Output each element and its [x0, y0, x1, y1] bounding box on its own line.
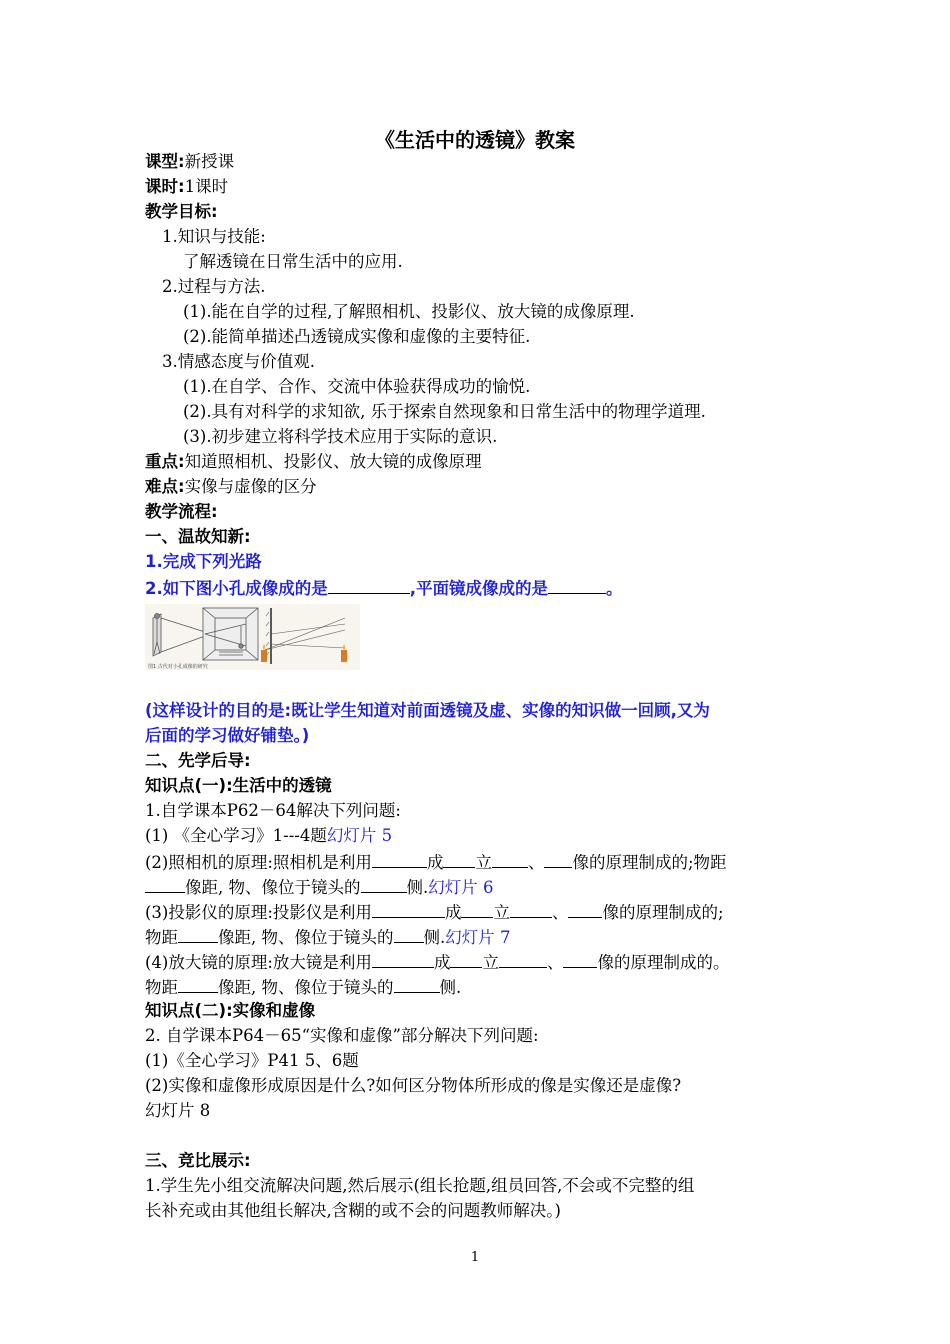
k2-q2: (2)实像和虚像形成原因是什么?如何区分物体所形成的像是实像还是虚像? [145, 1076, 682, 1095]
key-point: 重点:知道照相机、投影仪、放大镜的成像原理 [145, 452, 482, 471]
knowledge-point-2-heading: 知识点(二):实像和虚像 [145, 1001, 316, 1020]
k1-q1: (1) 《全心学习》1---4题幻灯片 5 [145, 826, 393, 845]
k1-q2-cont: 像距, 物、像位于镜头的 侧.幻灯片 6 [145, 874, 494, 900]
flow-heading: 教学流程: [145, 502, 218, 521]
section2-heading: 二、先学后导: [145, 751, 251, 770]
design-note-2: 后面的学习做好铺垫。) [145, 726, 310, 745]
k1-q4: (4)放大镜的原理:放大镜是利用 成 立 、 像的原理制成的。 [145, 949, 729, 975]
k1-q4-cont: 物距 像距, 物、像位于镜头的 侧. [145, 974, 461, 1000]
k1-q2: (2)照相机的原理:照相机是利用 成 立 、 像的原理制成的;物距 [145, 849, 727, 875]
blank [443, 849, 475, 868]
blank [372, 899, 445, 918]
blank [499, 949, 547, 968]
goal-1: 1.知识与技能: [162, 227, 266, 246]
goal-3b: (2).具有对科学的求知欲, 乐于探索自然现象和日常生活中的物理学道理. [183, 402, 706, 421]
blank [510, 899, 552, 918]
k2-intro: 2. 自学课本P64－65“实像和虚像”部分解决下列问题: [145, 1026, 539, 1045]
blank [145, 874, 185, 893]
section1-heading: 一、温故知新: [145, 527, 251, 546]
page-number: 1 [470, 1250, 480, 1265]
pinhole-mirror-figure [145, 604, 360, 670]
section3-heading: 三、竞比展示: [145, 1151, 251, 1170]
course-type: 课型:新授课 [145, 152, 235, 171]
k2-q1: (1)《全心学习》P41 5、6题 [145, 1051, 359, 1070]
blank [548, 575, 606, 594]
blank [328, 575, 410, 594]
blank [394, 924, 424, 943]
goal-2b: (2).能简单描述凸透镜成实像和虚像的主要特征. [183, 327, 531, 346]
goal-3c: (3).初步建立将科学技术应用于实际的意识. [183, 427, 498, 446]
blank [372, 849, 427, 868]
k1-intro: 1.自学课本P62－64解决下列问题: [145, 801, 401, 820]
blank [544, 849, 572, 868]
k2-q2-slide: 幻灯片 8 [145, 1101, 211, 1120]
section1-q2: 2.如下图小孔成像成的是 ,平面镜成像成的是 。 [145, 575, 623, 601]
blank [372, 949, 434, 968]
design-note-1: (这样设计的目的是:既让学生知道对前面透镜及虚、实像的知识做一回顾,又为 [145, 701, 710, 720]
goal-2: 2.过程与方法. [162, 277, 266, 296]
blank [361, 874, 407, 893]
knowledge-point-1-heading: 知识点(一):生活中的透镜 [145, 776, 332, 795]
blank [450, 949, 482, 968]
k1-q3: (3)投影仪的原理:投影仪是利用 成 立 、 像的原理制成的; [145, 899, 724, 925]
goal-1a: 了解透镜在日常生活中的应用. [183, 252, 403, 271]
blank [492, 849, 528, 868]
goal-3a: (1).在自学、合作、交流中体验获得成功的愉悦. [183, 377, 531, 396]
blank [563, 949, 597, 968]
page-title: 《生活中的透镜》教案 [375, 128, 575, 152]
blank [461, 899, 493, 918]
section3-line2: 长补充或由其他组长解决,含糊的或不会的问题教师解决。) [145, 1201, 561, 1220]
course-hours: 课时:1课时 [145, 177, 229, 196]
goal-3: 3.情感态度与价值观. [162, 352, 315, 371]
figure-caption: 图1 古代对小孔成像的研究 [148, 664, 208, 670]
blank [178, 924, 218, 943]
goals-heading: 教学目标: [145, 202, 218, 221]
goal-2a: (1).能在自学的过程,了解照相机、投影仪、放大镜的成像原理. [183, 302, 635, 321]
difficult-point: 难点:实像与虚像的区分 [145, 477, 317, 496]
k1-q3-cont: 物距 像距, 物、像位于镜头的 侧.幻灯片 7 [145, 924, 511, 950]
section1-q1: 1.完成下列光路 [145, 552, 262, 571]
blank [394, 974, 440, 993]
section3-line1: 1.学生先小组交流解决问题,然后展示(组长抢题,组员回答,不会或不完整的组 [145, 1176, 695, 1195]
blank [178, 974, 218, 993]
blank [568, 899, 602, 918]
